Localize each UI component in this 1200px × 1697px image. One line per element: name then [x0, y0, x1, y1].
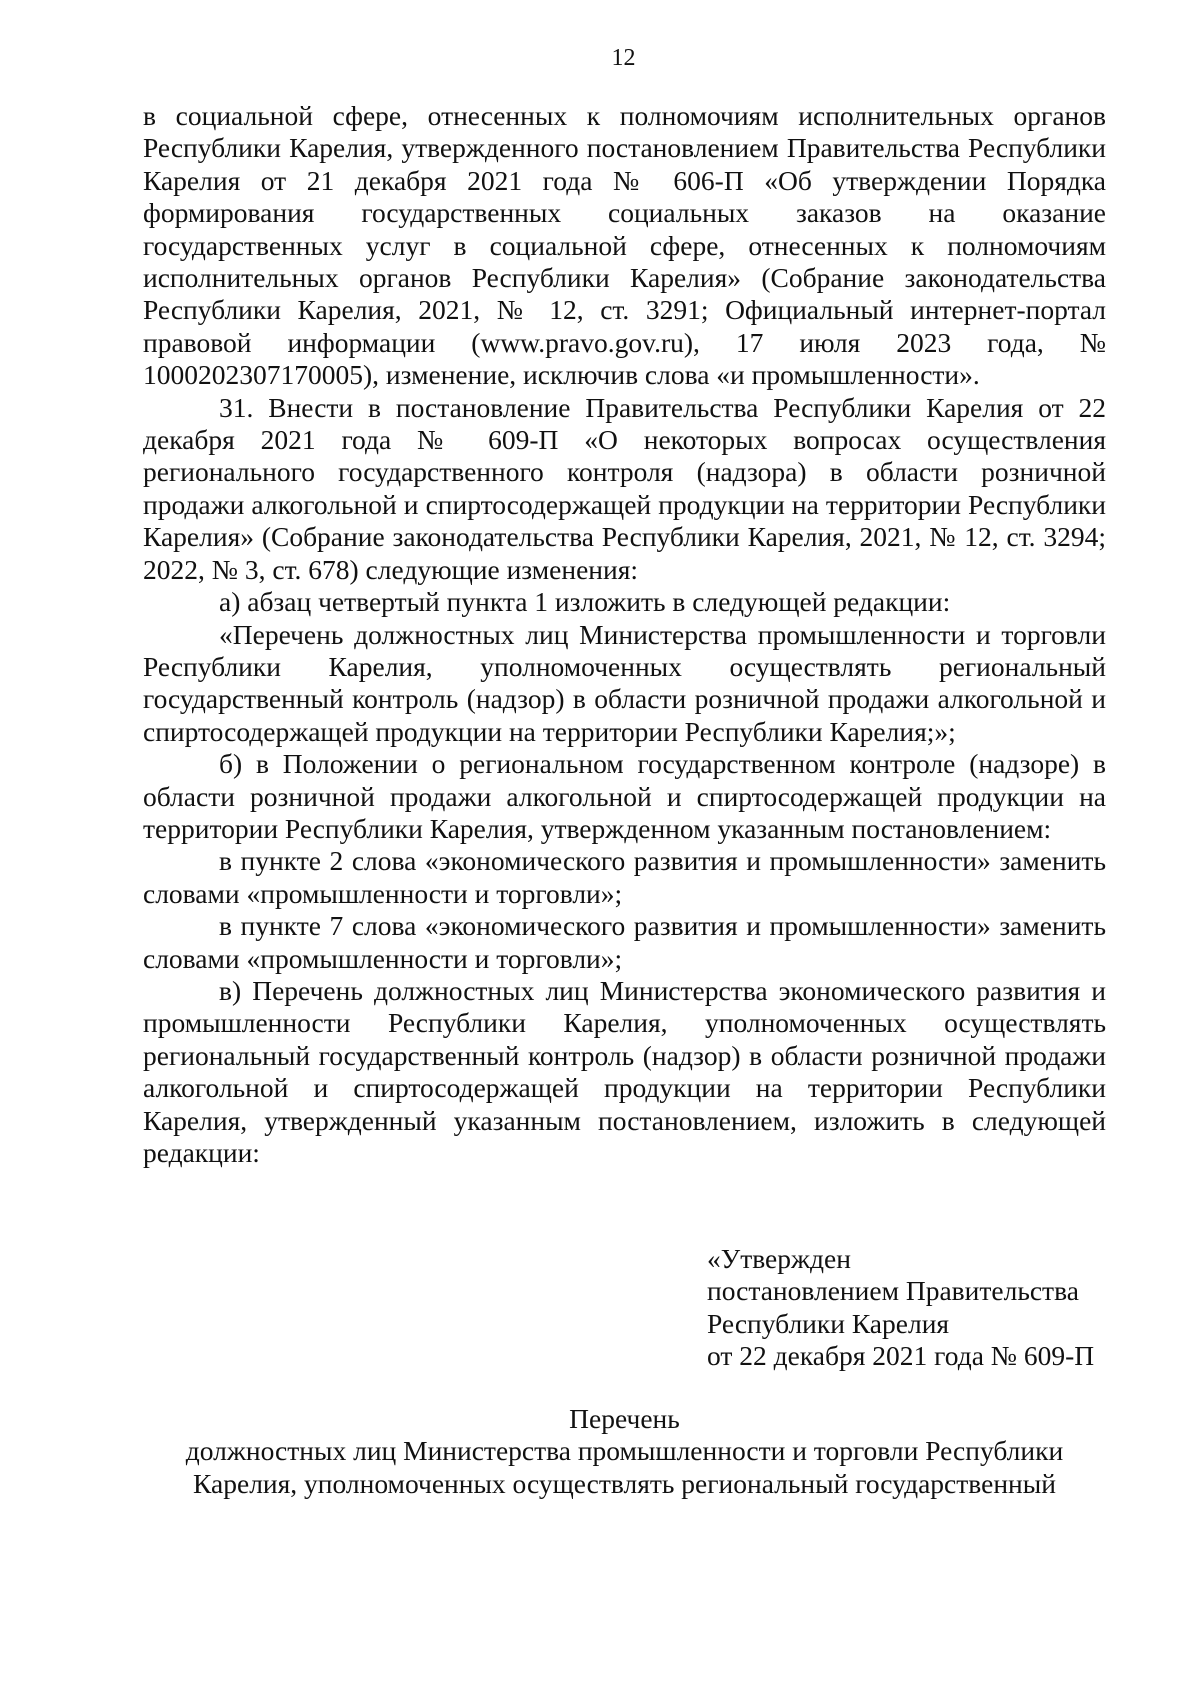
approval-stamp-block [707, 1243, 1127, 1373]
paragraph-quoted-text: «Перечень должностных лиц Министерства промышленности и торговли Республики Карелия, уполномоченных осуществлять региональный государственный контроль (надзор) в области розничной продажи алкогольной и спиртосодержащей продукции на территории Республики Карелия;»; [143, 618, 1106, 747]
paragraph-subitem-b: б) в Положении о региональном государственном контроле (надзоре) в области розничной продажи алкогольной и спиртосодержащей продукции на территории Республики Карелия, утвержденном указанным постановлением: [143, 748, 1106, 844]
paragraph-point-7-change: в пункте 7 слова «экономического развития и промышленности» заменить словами «промышленности и торговли»; [143, 910, 1106, 974]
approval-line-3: Республики Карелия [707, 1307, 950, 1339]
approval-line-1: «Утвержден [707, 1243, 851, 1274]
approval-line-4: от 22 декабря 2021 года № 609-П [707, 1340, 1095, 1372]
page-number: 12 [611, 45, 636, 71]
list-title-line-2: Карелия, уполномоченных осуществлять региональный государственный [193, 1467, 1056, 1499]
approval-line-2: постановлением Правительства [707, 1275, 1079, 1307]
list-title-line-1: должностных лиц Министерства промышленности и торговли Республики [185, 1435, 1064, 1467]
paragraph-item-31: 31. Внести в постановление Правительства Республики Карелия от 22 декабря 2021 года № 609-П «О некоторых вопросах осуществления регионального государственного контроля (надзора) в области розничной продажи алкогольной и спиртосодержащей продукции на территории Республики Карелия» (Собрание законодательства Республики Карелия, 2021, № 12, ст. 3294; 2022, № 3, ст. 678) следующие изменения: [143, 391, 1106, 585]
document-body [143, 100, 1106, 1169]
paragraph-subitem-a: а) абзац четвертый пункта 1 изложить в следующей редакции: [219, 586, 951, 618]
paragraph-subitem-v: в) Перечень должностных лиц Министерства экономического развития и промышленности Республики Карелия, уполномоченных осуществлять региональный государственный контроль (надзор) в области розничной продажи алкогольной и спиртосодержащей продукции на территории Республики Карелия, утвержденный указанным постановлением, изложить в следующей редакции: [143, 974, 1106, 1168]
list-title-block [143, 1403, 1106, 1500]
paragraph-point-2-change: в пункте 2 слова «экономического развития и промышленности» заменить словами «промышленности и торговли»; [143, 845, 1106, 909]
list-heading: Перечень [569, 1403, 680, 1434]
paragraph-continuation: в социальной сфере, отнесенных к полномочиям исполнительных органов Республики Карелия, утвержденного постановлением Правительства Республики Карелия от 21 декабря 2021 года № 606-П «Об утверждении Порядка формирования государственных социальных заказов на оказание государственных услуг в социальной сфере, отнесенных к полномочиям исполнительных органов Республики Карелия» (Собрание законодательства Республики Карелия, 2021, № 12, ст. 3291; Официальный интернет-портал правовой информации (www.pravo.gov.ru), 17 июля 2023 года, № 1000202307170005), изменение, исключив слова «и промышленности». [143, 100, 1106, 391]
